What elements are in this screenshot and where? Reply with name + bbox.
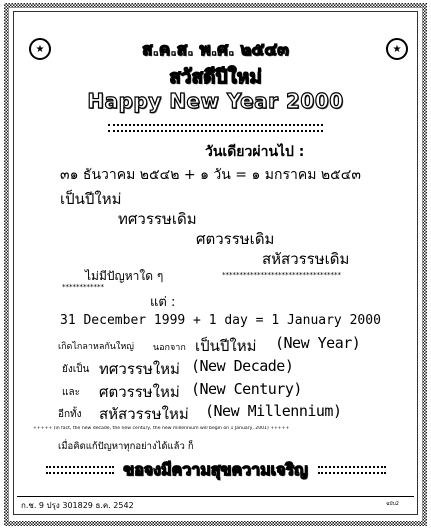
solved-line: เมื่อคิดแก้ปัญหาทุกอย่างได้แล้ว ก็ (58, 441, 194, 452)
new-year-thai: เป็นปีใหม่ (195, 337, 257, 355)
but-text: แต่ : (150, 295, 176, 310)
rare-label: เกิดไกลาหลกันใหญ่ (58, 342, 134, 352)
and-label: และ (62, 387, 80, 398)
stars-right: ********************************** (222, 271, 341, 279)
new-decade-en: (New Decade) (191, 357, 294, 375)
line-century: ศตวรรษเดิม (196, 230, 275, 248)
line-no-problem: ไม่มีปัญหาใด ๆ (85, 269, 164, 283)
besides-label: นอกจาก (153, 343, 186, 353)
wish-right-ornament (318, 466, 386, 474)
intro-text: วันเดียวผ่านไป : (205, 144, 305, 160)
footnote: +++++ (in fact, the new decade, the new century, the new millennium will begin on 1 January, 2001) +++++ (33, 426, 290, 431)
new-millennium-thai: สหัสวรรษใหม่ (99, 405, 189, 423)
line-decade: ทศวรรษเดิม (118, 210, 197, 228)
line-millennium: สหัสวรรษเดิม (262, 250, 350, 268)
line-new-year: เป็นปีใหม่ (60, 190, 122, 208)
new-year-en: (New Year) (275, 334, 361, 352)
greeting-thai: สวัสดีปีใหม่ (169, 66, 262, 88)
also-label: อีกทั้ง (58, 409, 82, 420)
footer-edition: ฉบับ2 (386, 501, 399, 507)
wish-line: ขอจงมีความสุขความเจริญ (123, 460, 308, 479)
new-millennium-en: (New Millennium) (205, 402, 342, 420)
stars-left: ************ (62, 283, 104, 291)
new-decade-thai: ทศวรรษใหม่ (99, 360, 180, 378)
greeting-english: Happy New Year 2000 (87, 89, 344, 113)
still-label: ยังเป็น (62, 364, 90, 375)
footer-reference: ก.ช. 9 ปรุง 301829 ธ.ค. 2542 (21, 501, 134, 510)
thai-date-equation: ๓๑ ธันวาคม ๒๕๔๒ + ๑ วัน = ๑ มกราคม ๒๕๔๓ (60, 167, 361, 183)
decorative-dotted-rule (108, 124, 323, 132)
era-title: ส.ค.ส. พ.ศ. ๒๕๔๓ (142, 40, 289, 60)
footer-rule (17, 496, 414, 497)
english-date-equation: 31 December 1999 + 1 day = 1 January 2000 (60, 313, 381, 328)
new-century-en: (New Century) (191, 380, 302, 398)
new-century-thai: ศตวรรษใหม่ (99, 383, 180, 401)
